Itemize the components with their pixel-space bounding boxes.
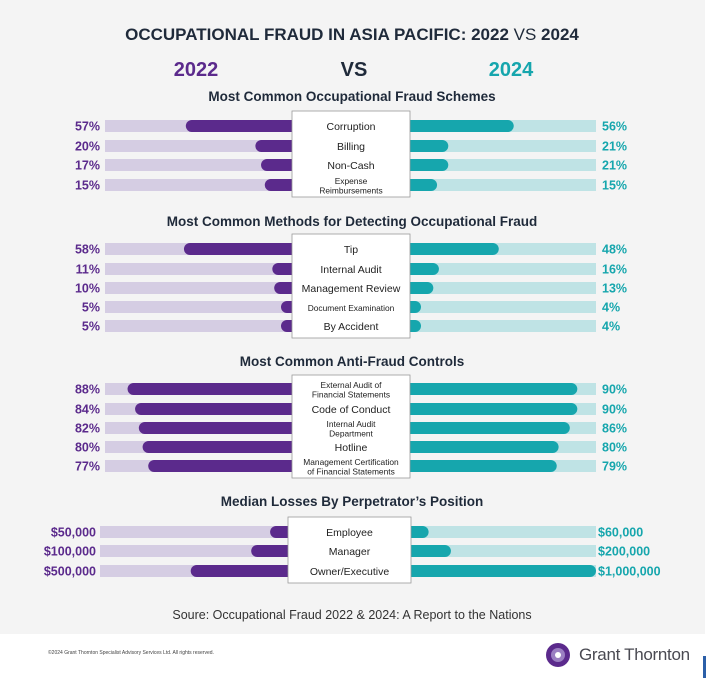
chart-section [75, 214, 627, 338]
bar-track-2024 [409, 301, 596, 313]
copyright-text: ©2024 Grant Thornton Specialist Advisory Services Ltd. All rights reserved. [48, 650, 214, 656]
category-label: Corruption [326, 121, 376, 133]
category-label: Internal Audit [320, 264, 382, 276]
value-label-2022: 20% [74, 139, 100, 154]
bar-track-2024 [410, 526, 596, 538]
value-label-2022: 77% [74, 459, 100, 474]
value-label-2022: 80% [74, 440, 100, 455]
value-label-2024: 15% [602, 178, 628, 193]
value-label-2024: 56% [602, 119, 628, 134]
value-label-2024: 48% [602, 242, 628, 257]
category-label: Billing [336, 141, 366, 153]
chart-section [75, 354, 627, 478]
category-label: By Accident [323, 321, 379, 333]
chart-sections [44, 89, 661, 583]
bar-2024 [403, 403, 577, 415]
value-label-2024: 13% [602, 281, 628, 296]
bar-2024 [403, 243, 499, 255]
bar-track-2024 [409, 320, 596, 332]
value-label-2024: 4% [602, 300, 621, 315]
category-label: Code of Conduct [311, 404, 391, 416]
value-label-2022: $100,000 [43, 544, 96, 559]
bar-2024 [404, 565, 596, 577]
section-title: Most Common Methods for Detecting Occupational Fraud [166, 214, 538, 229]
value-label-2024: 16% [602, 262, 628, 277]
value-label-2024: 90% [602, 382, 628, 397]
value-label-2022: 84% [74, 402, 100, 417]
category-label: Financial Statements [311, 389, 391, 400]
category-label: Manager [328, 546, 371, 558]
value-label-2024: 21% [602, 139, 628, 154]
value-label-2022: 15% [74, 178, 100, 193]
category-label: Document Examination [307, 303, 395, 313]
vs-header: VS [340, 59, 368, 81]
year-2022-header: 2022 [173, 59, 219, 81]
category-label: of Financial Statements [307, 466, 395, 477]
grant-thornton-logo-icon [545, 642, 571, 668]
value-label-2024: 86% [602, 421, 628, 436]
bar-2024 [403, 422, 570, 434]
category-label: Reimbursements [319, 185, 383, 196]
bar-track-2022 [105, 301, 293, 313]
value-label-2022: $500,000 [43, 564, 96, 579]
value-label-2024: 21% [602, 158, 628, 173]
bar-2022 [148, 460, 299, 472]
year-2024-header: 2024 [488, 59, 534, 81]
value-label-2024: $1,000,000 [598, 564, 661, 579]
category-label: Management Certification [303, 457, 399, 467]
value-label-2024: $60,000 [598, 525, 644, 540]
bar-2024 [403, 120, 514, 132]
bar-2024 [403, 441, 559, 453]
brand-name: Grant Thornton [579, 645, 690, 664]
bar-2022 [139, 422, 299, 434]
bar-track-2022 [105, 320, 293, 332]
category-label: Owner/Executive [309, 566, 390, 578]
value-label-2022: $50,000 [50, 525, 96, 540]
value-label-2022: 82% [74, 421, 100, 436]
chart-title: OCCUPATIONAL FRAUD IN ASIA PACIFIC: 2022 VS 2024 [125, 25, 579, 44]
bar-2022 [143, 441, 299, 453]
chart-section [75, 89, 627, 197]
category-label: Management Review [301, 283, 401, 295]
bar-track-2022 [105, 263, 293, 275]
value-label-2022: 58% [74, 242, 100, 257]
value-label-2022: 11% [75, 262, 100, 277]
category-label: Employee [326, 527, 373, 539]
category-label: External Audit of [320, 380, 382, 390]
category-label: Tip [343, 244, 359, 256]
value-label-2022: 57% [74, 119, 100, 134]
bar-2024 [403, 460, 557, 472]
bar-2022 [191, 565, 295, 577]
bar-track-2024 [409, 282, 596, 294]
bar-track-2022 [105, 282, 293, 294]
value-label-2024: 80% [602, 440, 628, 455]
bar-2022 [184, 243, 299, 255]
value-label-2024: 4% [602, 319, 621, 334]
category-label: Department [329, 428, 373, 439]
category-label: Expense [334, 176, 368, 186]
value-label-2022: 88% [74, 382, 100, 397]
value-label-2022: 10% [74, 281, 100, 296]
value-label-2022: 5% [81, 300, 100, 315]
category-label: Internal Audit [326, 419, 376, 429]
section-title: Most Common Anti-Fraud Controls [239, 354, 465, 369]
value-label-2024: $200,000 [598, 544, 651, 559]
value-label-2024: 79% [602, 459, 628, 474]
chart-section [44, 494, 661, 583]
section-title: Median Losses By Perpetrator’s Position [220, 494, 484, 509]
value-label-2022: 17% [74, 158, 100, 173]
category-label: Hotline [334, 442, 368, 454]
bar-2022 [128, 383, 299, 395]
section-title: Most Common Occupational Fraud Schemes [208, 89, 496, 104]
bar-2024 [403, 383, 577, 395]
bar-track-2022 [100, 526, 289, 538]
bar-2022 [135, 403, 299, 415]
value-label-2024: 90% [602, 402, 628, 417]
value-label-2022: 5% [81, 319, 100, 334]
edge-accent [703, 656, 706, 678]
category-label: Non-Cash [327, 160, 375, 172]
bar-2022 [186, 120, 299, 132]
brand-logo [545, 640, 690, 670]
source-note: Soure: Occupational Fraud 2022 & 2024: A Report to the Nations [172, 608, 532, 622]
